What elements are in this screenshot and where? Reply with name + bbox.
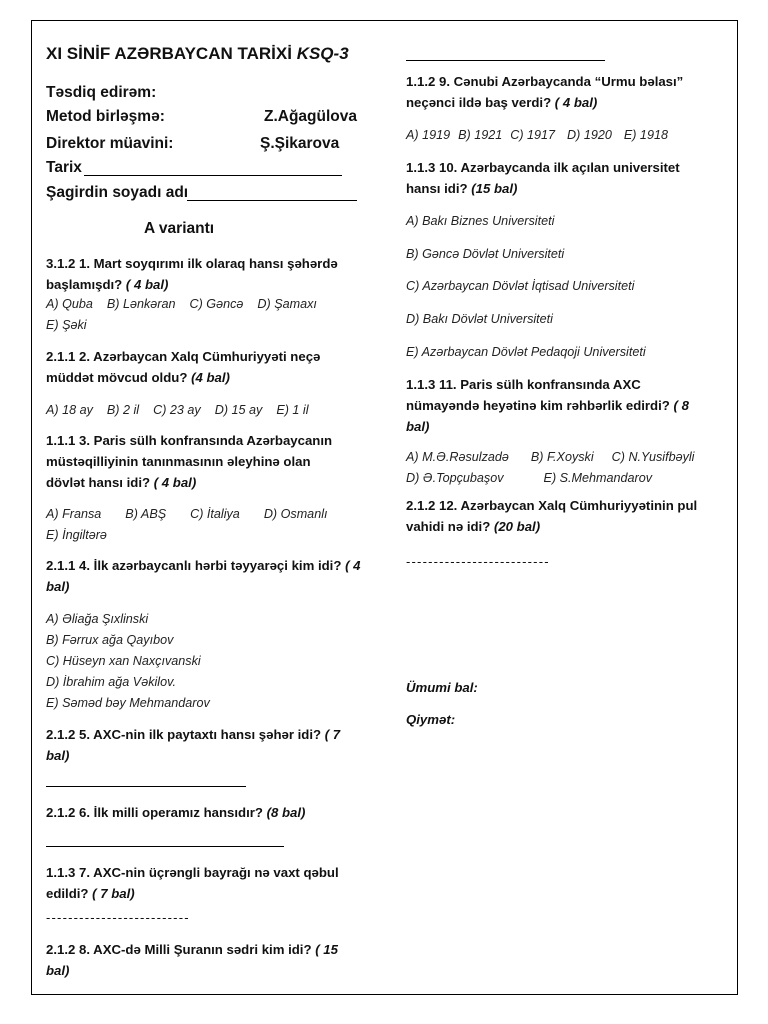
question-7 bbox=[46, 862, 348, 904]
question-12 bbox=[406, 495, 711, 537]
question-text: 1.1.1 3. Paris sülh konfransında Azərbaycanın müstəqilliyinin tanınmasının əleyhinə olan dövlət hansı idi? bbox=[46, 433, 333, 490]
option-d: D) 1920 bbox=[567, 128, 612, 142]
option-a: A) 18 ay bbox=[46, 403, 93, 417]
question-9 bbox=[406, 71, 706, 113]
method-label: Metod birləşmə: bbox=[46, 108, 165, 125]
approve-label: Təsdiq edirəm: bbox=[46, 84, 157, 101]
option-e: E) 1918 bbox=[623, 128, 668, 142]
answer-line bbox=[46, 786, 246, 787]
question-1 bbox=[46, 253, 361, 295]
question-2-options bbox=[46, 400, 366, 421]
question-text: 2.1.2 8. AXC-də Milli Şuranın sədri kim idi? bbox=[46, 942, 312, 957]
option-e: E) Səməd bəy Mehmandarov bbox=[46, 696, 210, 710]
answer-line bbox=[406, 60, 605, 61]
question-3-options bbox=[46, 504, 366, 546]
option-d: D) Osmanlı bbox=[263, 507, 328, 521]
option-c: C) İtaliya bbox=[190, 507, 240, 521]
student-label: Şagirdin soyadı adı bbox=[46, 184, 189, 201]
answer-dash-line: -------------------------- bbox=[406, 554, 550, 569]
question-points: ( 4 bal) bbox=[46, 558, 361, 594]
title-code: KSQ-3 bbox=[296, 44, 349, 63]
question-points: ( 7 bal) bbox=[46, 727, 341, 763]
director-label: Direktor müavini: bbox=[46, 135, 174, 152]
question-points: ( 15 bal) bbox=[46, 942, 338, 978]
question-points: ( 4 bal) bbox=[153, 475, 197, 490]
question-points: (20 bal) bbox=[493, 519, 541, 534]
option-a: A) M.Ə.Rəsulzadə bbox=[406, 450, 509, 464]
question-10-option-b: B) Gəncə Dövlət Universiteti bbox=[406, 247, 565, 261]
option-d: D) İbrahim ağa Vəkilov. bbox=[46, 675, 176, 689]
option-e: E) S.Mehmandarov bbox=[543, 471, 653, 485]
question-text: 1.1.2 9. Cənubi Azərbaycanda “Urmu bəlası” neçənci ildə baş verdi? bbox=[406, 74, 684, 110]
question-points: (8 bal) bbox=[266, 805, 306, 820]
option-b: B) Fərrux ağa Qayıbov bbox=[46, 633, 174, 647]
director-value: Ş.Şikarova bbox=[260, 135, 340, 152]
option-d: D) 15 ay bbox=[214, 403, 263, 417]
total-score-label: Ümumi bal: bbox=[406, 680, 478, 695]
question-points: (4 bal) bbox=[191, 370, 230, 385]
question-text: 2.1.2 6. İlk milli operamız hansıdır? bbox=[46, 805, 263, 820]
option-a: A) Əliağa Şıxlinski bbox=[46, 612, 149, 626]
question-text: 3.1.2 1. Mart soyqırımı ilk olaraq hansı şəhərdə başlamışdı? bbox=[46, 256, 338, 292]
director-row bbox=[46, 135, 366, 153]
question-4-options bbox=[46, 609, 366, 714]
option-b: B) ABŞ bbox=[125, 507, 167, 521]
question-10-option-d: D) Bakı Dövlət Universiteti bbox=[406, 312, 553, 326]
option-a: A) Quba bbox=[46, 297, 93, 311]
option-d: D) Ə.Topçubaşov bbox=[406, 471, 504, 485]
question-points: ( 4 bal) bbox=[554, 95, 598, 110]
answer-dash-line: -------------------------- bbox=[46, 910, 190, 925]
option-b: B) F.Xoyski bbox=[530, 450, 594, 464]
question-text: 2.1.1 4. İlk azərbaycanlı hərbi təyyarəçi kim idi? bbox=[46, 558, 342, 573]
question-text: 1.1.3 11. Paris sülh konfransında AXC nümayəndə heyətinə kim rəhbərlik edirdi? bbox=[406, 377, 670, 413]
question-text: 2.1.1 2. Azərbaycan Xalq Cümhuriyyəti neçə müddət mövcud oldu? bbox=[46, 349, 321, 385]
option-d: D) Şamaxı bbox=[257, 297, 317, 311]
option-e: E) İngiltərə bbox=[46, 528, 107, 542]
question-text: 1.1.3 7. AXC-nin üçrəngli bayrağı nə vaxt qəbul edildi? bbox=[46, 865, 339, 901]
question-10-option-a: A) Bakı Biznes Universiteti bbox=[406, 214, 555, 228]
option-c: C) Gəncə bbox=[189, 297, 244, 311]
question-10 bbox=[406, 157, 706, 199]
question-8 bbox=[46, 939, 358, 981]
option-e: E) Şəki bbox=[46, 318, 87, 332]
student-blank-line bbox=[187, 200, 357, 201]
option-c: C) 23 ay bbox=[153, 403, 201, 417]
question-text: 1.1.3 10. Azərbaycanda ilk açılan universitet hansı idi? bbox=[406, 160, 680, 196]
answer-line bbox=[46, 846, 284, 847]
question-11 bbox=[406, 374, 711, 437]
method-row bbox=[46, 108, 366, 126]
grade-label: Qiymət: bbox=[406, 712, 456, 727]
question-10-option-c: C) Azərbaycan Dövlət İqtisad Universiteti bbox=[406, 279, 635, 293]
option-e: E) 1 il bbox=[276, 403, 309, 417]
question-10-option-e: E) Azərbaycan Dövlət Pedaqoji Universiteti bbox=[406, 345, 646, 359]
option-a: A) 1919 bbox=[406, 128, 451, 142]
variant-label: A variantı bbox=[144, 220, 215, 237]
question-4 bbox=[46, 555, 364, 597]
question-text: 2.1.2 12. Azərbaycan Xalq Cümhuriyyətinin pul vahidi nə idi? bbox=[406, 498, 698, 534]
question-points: ( 7 bal) bbox=[92, 886, 135, 901]
question-points: ( 4 bal) bbox=[125, 277, 169, 292]
option-c: C) Hüseyn xan Naxçıvanski bbox=[46, 654, 201, 668]
option-c: C) 1917 bbox=[510, 128, 556, 142]
question-5 bbox=[46, 724, 354, 766]
question-3 bbox=[46, 430, 346, 493]
option-c: C) N.Yusifbəyli bbox=[611, 450, 695, 464]
date-blank-line bbox=[84, 175, 342, 176]
worksheet-title bbox=[46, 44, 349, 64]
option-b: B) 2 il bbox=[106, 403, 140, 417]
option-a: A) Fransa bbox=[46, 507, 102, 521]
question-11-options bbox=[406, 447, 736, 489]
option-b: B) Lənkəran bbox=[106, 297, 176, 311]
question-points: ( 8 bal) bbox=[406, 398, 689, 434]
method-value: Z.Ağagülova bbox=[264, 108, 358, 125]
question-1-options bbox=[46, 294, 366, 336]
title-text: XI SİNİF AZƏRBAYCAN TARİXİ bbox=[46, 44, 292, 63]
option-b: B) 1921 bbox=[458, 128, 503, 142]
question-9-options bbox=[406, 125, 731, 146]
question-text: 2.1.2 5. AXC-nin ilk paytaxtı hansı şəhər idi? bbox=[46, 727, 322, 742]
question-2 bbox=[46, 346, 346, 388]
question-6 bbox=[46, 802, 366, 823]
date-label: Tarix bbox=[46, 159, 82, 176]
question-points: (15 bal) bbox=[471, 181, 518, 196]
